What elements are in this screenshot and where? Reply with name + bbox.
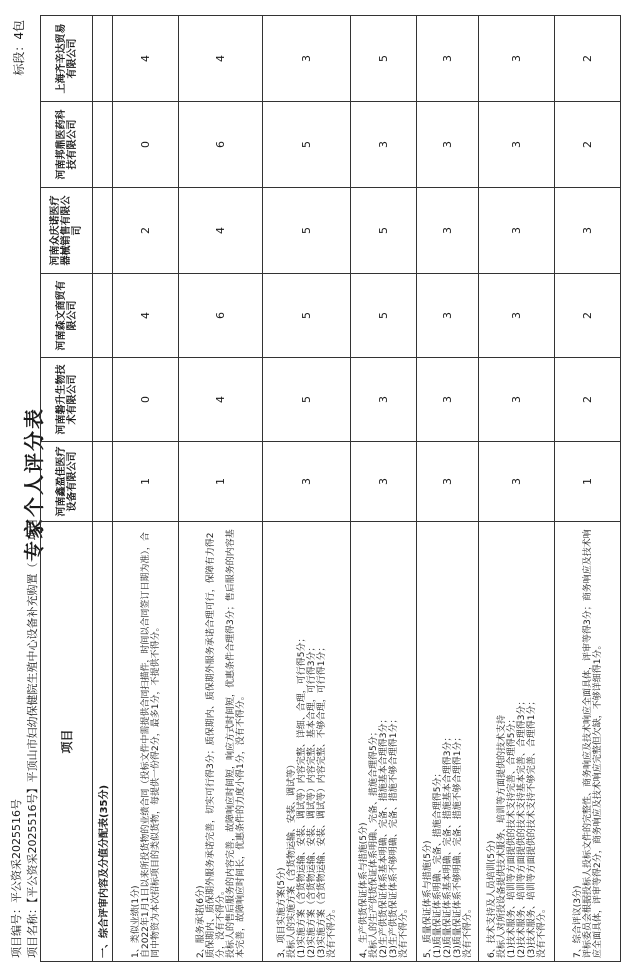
score-cell: 4 (179, 358, 263, 442)
score-cell: 2 (555, 102, 621, 188)
score-cell: 3 (417, 188, 479, 274)
vendor-header: 河南磐升生物技术有限公司 (41, 358, 93, 442)
score-cell: 5 (351, 188, 417, 274)
project-code: 项目编号：平公资采2025516号 (10, 799, 23, 958)
score-cell: 1 (113, 442, 179, 522)
score-cell: 5 (263, 274, 351, 358)
score-cell: 3 (479, 16, 555, 102)
score-cell: 4 (179, 16, 263, 102)
criteria-cell: 1、类似业绩(1分) 自2022年1月1日以来所投货物的业绩合同（投标文件中需提供合同扫描件，时间以合同签订日期为准），合同中物资为本次招标项目的类似货物，每提供一份得2分，最多1分，不提供不得分。 (113, 522, 179, 962)
score-cell: 3 (417, 274, 479, 358)
score-cell: 0 (113, 358, 179, 442)
score-cell: 1 (555, 442, 621, 522)
score-cell: 6 (179, 274, 263, 358)
table-row (263, 16, 351, 962)
score-cell: 5 (351, 274, 417, 358)
criteria-cell: 4、生产供货保证体系与措施(5分) 投标人的生产供货保证体系明确、完备、措施合理得5分； (2)生产供货保证体系基本明确、完备、措施基本合理得3分； (3)生产供货保证体系不够明确、完备、措施不够合理得1分； 没有不得分。 (351, 522, 417, 962)
score-cell: 3 (479, 102, 555, 188)
criteria-cell: 5、质量保证体系与措施(5分) (1)质量保证体系明确、完备、措施合理得5分； (2)质量保证体系基本明确、完备、措施基本合理得3分； (3)质量保证体系不够明确、完备、措施不够合理得1分； 没有不得分。 (417, 522, 479, 962)
lot-label: 标段：4包 (12, 20, 26, 76)
score-cell: 3 (479, 358, 555, 442)
score-cell: 5 (263, 188, 351, 274)
item-column-header: 项目 (41, 522, 93, 962)
project-name: 项目名称：【平公资采2025516号】平顶山市妇幼保健院生殖中心设备补充购置（一）项目 (26, 518, 39, 958)
vendor-header: 河南鑫盈佳医疗设备有限公司 (41, 442, 93, 522)
table-row (351, 16, 417, 962)
score-cell: 3 (263, 16, 351, 102)
criteria-cell: 2、服务承诺(6分) 质保期内、质保期外服务承诺完善，切实可行得3分；质保期内、质保期外服务承诺合理可行，保障有力得2分，没有不得分。 投标人的售后服务的内容完善，故障响应时间短，响应方式时间短，优惠条件合理得3分；售后服务的内容基本完善，故障响应时间长，优惠条件的力度小得1分，没有不得分。 (179, 522, 263, 962)
table-row (555, 16, 621, 962)
score-cell: 3 (479, 274, 555, 358)
score-cell: 3 (351, 102, 417, 188)
score-cell: 2 (555, 16, 621, 102)
score-cell: 4 (179, 188, 263, 274)
score-cell: 3 (417, 442, 479, 522)
criteria-cell: 3、项目实施方案(5分) 投标人的实施方案（含货物运输、安装、调试等） (1)实施方案（含货物运输、安装、调试等）内容完整、详细、合理，可行得5分； (2)实施方案（含货物运输、安装、调试等）内容完整、基本合理，可行得3分； (3)实施方案（含货物运输、安装、调试等）内容完整、不够合理，可行得1分； 没有不得分。 (263, 522, 351, 962)
table-header-row (41, 16, 93, 962)
criteria-cell: 6、技术支持及人员培训(5分) 投标人对所投设备提供技术服务、培训等方面提供的技术支持 (1)技术服务、培训等方面提供的技术支持完善、合理得5分； (2)技术服务、培训等方面提供的技术支持基本完善、合理得3分； (3)技术服务、培训等方面提供的技术支持不够完善、合理得1分； 没有不得分。 (479, 522, 555, 962)
score-cell: 2 (555, 274, 621, 358)
table-row (179, 16, 263, 962)
score-cell: 2 (113, 188, 179, 274)
vendor-header: 河南森文商贸有限公司 (41, 274, 93, 358)
score-cell: 3 (555, 188, 621, 274)
page-title: 专家个人评分表 (22, 407, 46, 561)
score-cell: 4 (113, 16, 179, 102)
score-cell: 3 (417, 358, 479, 442)
vendor-header: 河南邦鼎医药科技有限公司 (41, 102, 93, 188)
score-cell: 2 (555, 358, 621, 442)
vendor-header: 上海齐辛达贸易有限公司 (41, 16, 93, 102)
table-row (479, 16, 555, 962)
score-cell: 0 (113, 102, 179, 188)
score-cell: 6 (179, 102, 263, 188)
score-cell: 3 (417, 16, 479, 102)
score-cell: 5 (263, 102, 351, 188)
section-title: 一、综合评审内容及分值分配表(35分) (93, 522, 113, 962)
table-row (417, 16, 479, 962)
score-cell: 5 (263, 358, 351, 442)
score-cell: 4 (113, 274, 179, 358)
score-table (40, 15, 621, 962)
vendor-header: 河南众庆诺医疗器械销售有限公司 (41, 188, 93, 274)
score-cell: 3 (417, 102, 479, 188)
score-cell: 3 (263, 442, 351, 522)
criteria-cell: 7、综合评议(3分) 评标委员会根据投标人投标文件的完整性、商务响应及技术响应全面具体，评审等得3分；商务响应及技术响应全面具体，评审等得2分，商务响应及技术响应完整但欠缺，不够详细得1分。 (555, 522, 621, 962)
score-cell: 3 (351, 442, 417, 522)
score-cell: 5 (351, 16, 417, 102)
score-cell: 3 (479, 442, 555, 522)
table-row (113, 16, 179, 962)
section-row (93, 16, 113, 962)
score-cell: 1 (179, 442, 263, 522)
score-cell: 3 (479, 188, 555, 274)
score-cell: 3 (351, 358, 417, 442)
